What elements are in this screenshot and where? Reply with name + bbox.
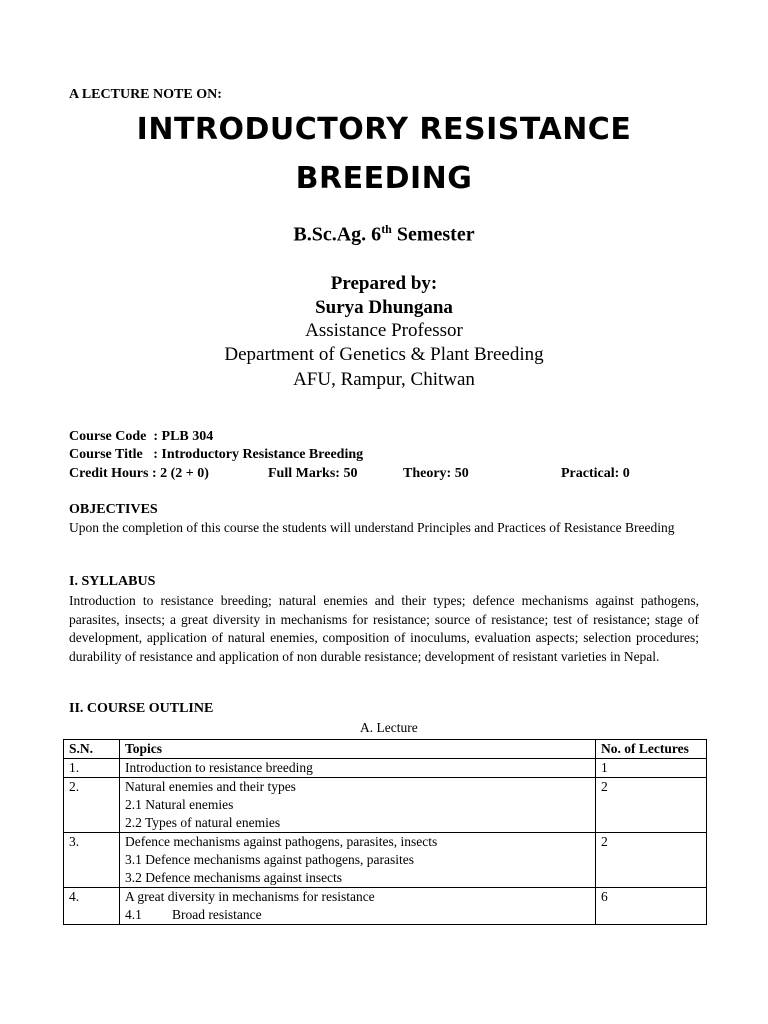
author-name: Surya Dhungana — [315, 297, 453, 318]
syllabus-heading: I. SYLLABUS — [69, 574, 156, 589]
row-topic: Introduction to resistance breeding — [120, 759, 596, 778]
subtopic-number: 4.1 — [125, 907, 142, 922]
table-row — [64, 778, 707, 833]
row-subtopic: 3.2 Defence mechanisms against insects — [125, 870, 343, 885]
course-outline-table — [63, 739, 707, 925]
prepared-by-label: Prepared by: — [330, 273, 438, 294]
row-subtopic: 3.1 Defence mechanisms against pathogens, parasites — [125, 852, 415, 867]
row-subtopic: 2.2 Types of natural enemies — [125, 815, 281, 830]
row-subtopic — [125, 906, 590, 924]
course-title: Course Title : Introductory Resistance Breeding — [69, 447, 364, 462]
row-topic: A great diversity in mechanisms for resistance — [125, 889, 375, 904]
row-topic-cell — [120, 778, 596, 833]
objectives-heading: OBJECTIVES — [69, 502, 158, 517]
table-row — [64, 833, 707, 888]
row-sn: 1. — [64, 759, 120, 778]
subtopic-text: Broad resistance — [172, 907, 262, 922]
lecture-note-label: A LECTURE NOTE ON: — [69, 87, 222, 102]
row-lectures: 2 — [596, 833, 707, 888]
document-title-line-2: BREEDING — [295, 161, 473, 196]
row-sn: 4. — [64, 888, 120, 925]
row-topic-cell — [120, 833, 596, 888]
syllabus-text: Introduction to resistance breeding; natural enemies and their types; defence mechanisms against pathogens, parasites, insects; a great diversity in mechanisms for resistance; source of resistance; test of resistance; stage of development, application of natural enemies, composition of inoculums, evaluation aspects; selection procedures; durability of resistance and application of non durable resistance; development of resistant varieties in Nepal. — [69, 593, 699, 664]
table-row — [64, 759, 707, 778]
row-sn: 2. — [64, 778, 120, 833]
row-topic-cell — [120, 888, 596, 925]
table-header-row — [64, 740, 707, 759]
course-outline-heading: II. COURSE OUTLINE — [69, 701, 214, 716]
author-department: Department of Genetics & Plant Breeding — [224, 344, 544, 365]
document-title-line-1: INTRODUCTORY RESISTANCE — [136, 112, 632, 147]
row-subtopic: 2.1 Natural enemies — [125, 797, 234, 812]
row-topic: Natural enemies and their types — [125, 779, 296, 794]
table-row — [64, 888, 707, 925]
theory-marks: Theory: 50 — [403, 466, 469, 481]
row-lectures: 1 — [596, 759, 707, 778]
row-topic: Defence mechanisms against pathogens, parasites, insects — [125, 834, 438, 849]
author-address: AFU, Rampur, Chitwan — [293, 369, 475, 390]
row-lectures: 2 — [596, 778, 707, 833]
practical-marks: Practical: 0 — [561, 466, 630, 481]
row-sn: 3. — [64, 833, 120, 888]
full-marks: Full Marks: 50 — [268, 466, 358, 481]
lecture-subheading: A. Lecture — [360, 720, 418, 735]
row-lectures: 6 — [596, 888, 707, 925]
credit-hours: Credit Hours : 2 (2 + 0) — [69, 466, 209, 481]
column-header-topics: Topics — [120, 740, 596, 759]
author-role: Assistance Professor — [305, 320, 463, 341]
course-code: Course Code : PLB 304 — [69, 429, 214, 444]
objectives-text: Upon the completion of this course the students will understand Principles and Practices of Resistance Breeding — [69, 520, 675, 535]
semester-label: B.Sc.Ag. 6th Semester — [293, 222, 475, 246]
column-header-lectures: No. of Lectures — [596, 740, 707, 759]
column-header-sn: S.N. — [64, 740, 120, 759]
